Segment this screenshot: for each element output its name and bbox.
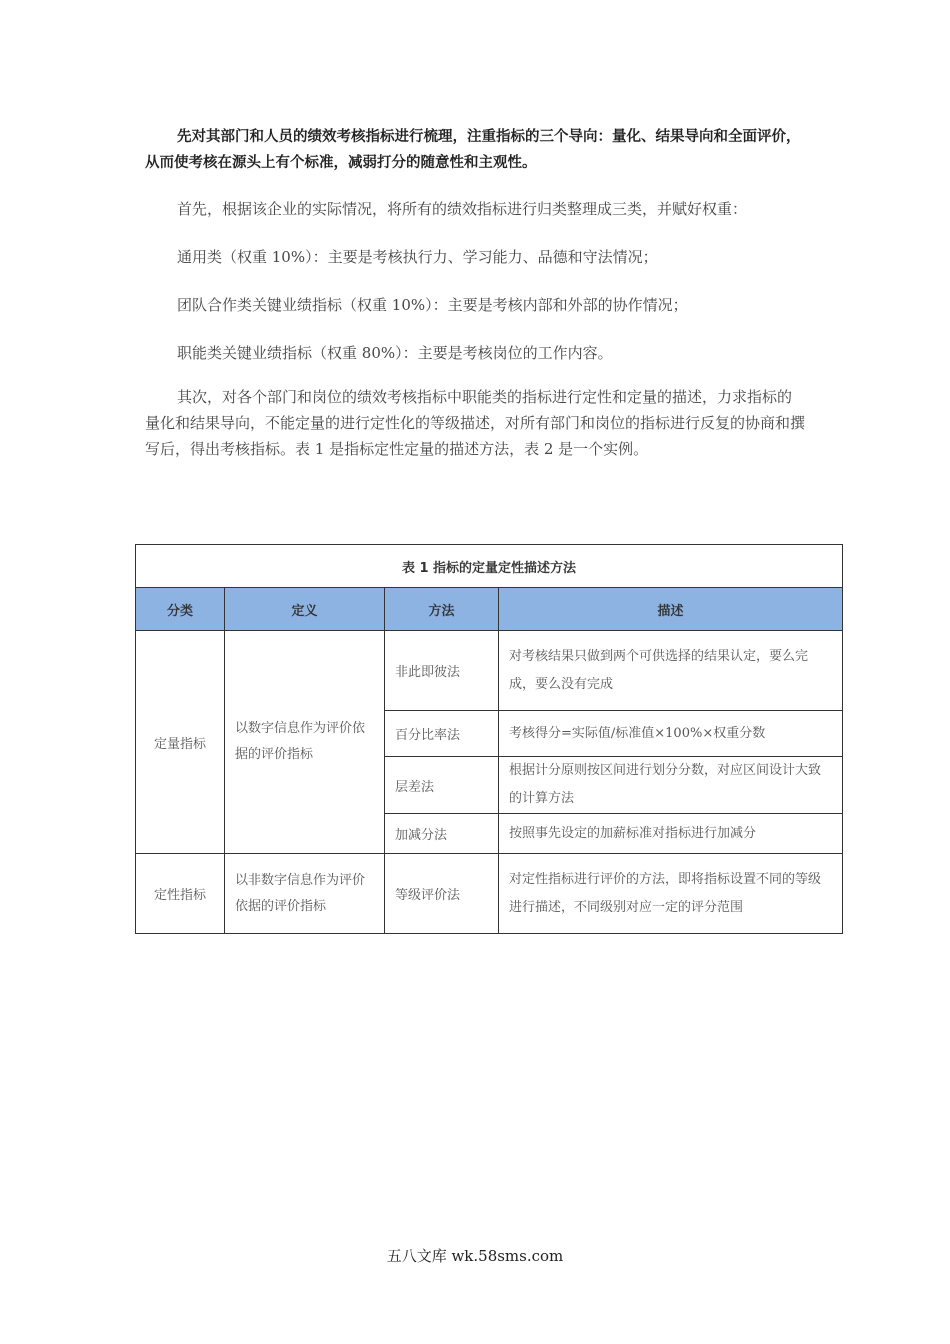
table-row [136,631,843,711]
table-caption: 表 1 指标的定量定性描述方法 [136,545,843,588]
description-cell: 对考核结果只做到两个可供选择的结果认定，要么完成，要么没有完成 [499,631,843,711]
indicator-method-table [135,544,843,934]
category-cell: 定性指标 [136,854,225,934]
method-cell: 百分比率法 [385,711,499,757]
category-cell: 定量指标 [136,631,225,854]
definition-cell: 以数字信息作为评价依据的评价指标 [225,631,385,854]
header-definition: 定义 [225,588,385,631]
teamwork-category-paragraph: 团队合作类关键业绩指标（权重 10%）：主要是考核内部和外部的协作情况； [177,296,688,314]
description-cell: 对定性指标进行评价的方法，即将指标设置不同的等级进行描述，不同级别对应一定的评分范围 [499,854,843,934]
intro-paragraph: 先对其部门和人员的绩效考核指标进行梳理，注重指标的三个导向：量化、结果导向和全面评价，从而使考核在源头上有个标准，减弱打分的随意性和主观性。 [145,129,801,171]
description-cell: 考核得分=实际值/标准值×100%×权重分数 [499,711,843,757]
method-cell: 等级评价法 [385,854,499,934]
method-cell: 加减分法 [385,814,499,854]
header-description: 描述 [499,588,843,631]
footer-watermark-text: 五八文库 wk.58sms.com [386,1247,564,1265]
header-category: 分类 [136,588,225,631]
first-step-paragraph: 首先，根据该企业的实际情况，将所有的绩效指标进行归类整理成三类，并赋好权重： [177,200,748,218]
function-category-paragraph: 职能类关键业绩指标（权重 80%）：主要是考核岗位的工作内容。 [177,344,613,362]
header-method: 方法 [385,588,499,631]
table-row [136,854,843,934]
description-cell: 根据计分原则按区间进行划分分数，对应区间设计大致的计算方法 [499,757,843,814]
method-cell: 层差法 [385,757,499,814]
description-cell: 按照事先设定的加薪标准对指标进行加减分 [499,814,843,854]
definition-cell: 以非数字信息作为评价依据的评价指标 [225,854,385,934]
general-category-paragraph: 通用类（权重 10%）：主要是考核执行力、学习能力、品德和守法情况； [177,248,658,266]
table-header-row [136,588,843,631]
second-step-paragraph: 其次，对各个部门和岗位的绩效考核指标中职能类的指标进行定性和定量的描述，力求指标的量化和结果导向，不能定量的进行定性化的等级描述，对所有部门和岗位的指标进行反复的协商和撰写后，得出考核指标。表 1 是指标定性定量的描述方法，表 2 是一个实例。 [145,388,806,458]
method-cell: 非此即彼法 [385,631,499,711]
